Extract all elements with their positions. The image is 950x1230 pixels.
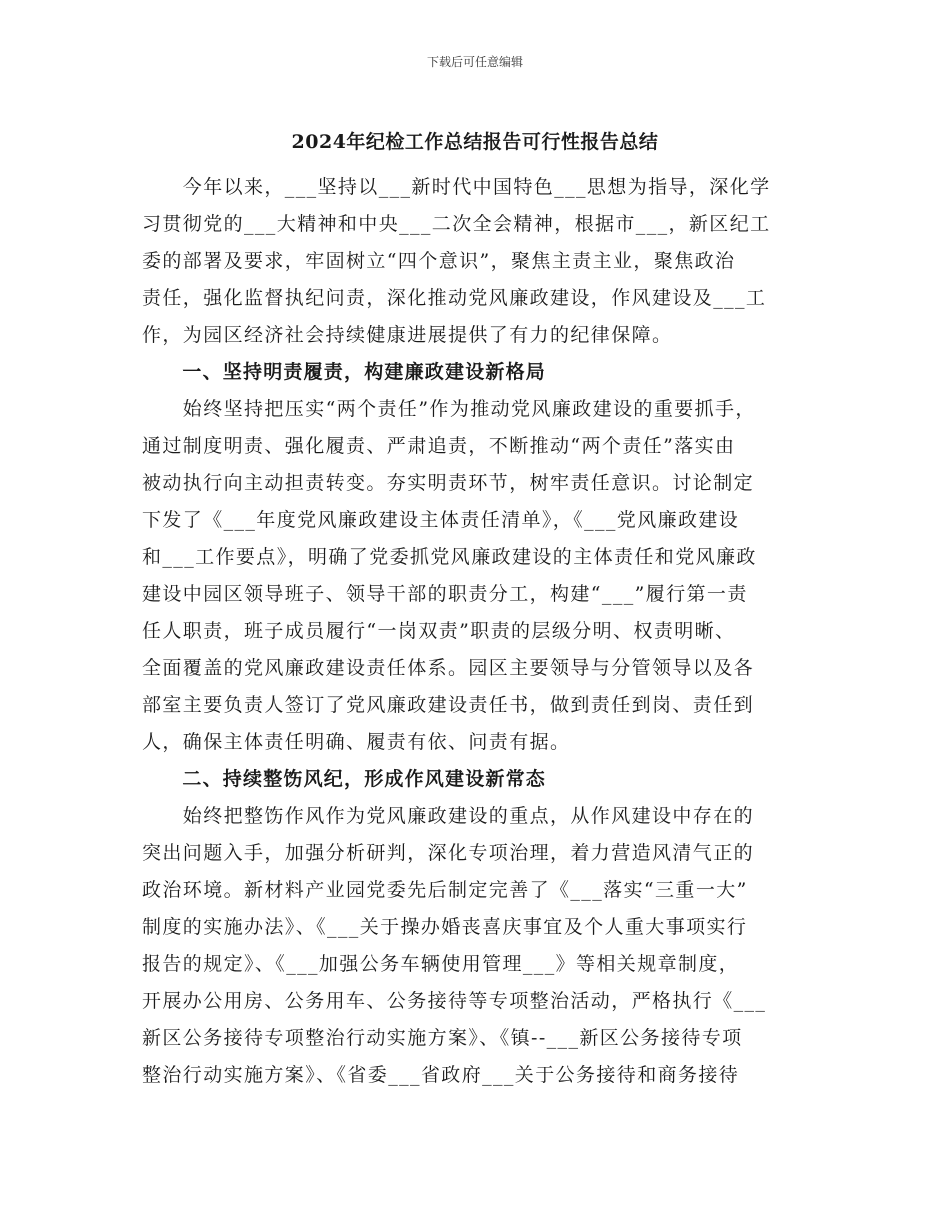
paragraph-line: 整治行动实施方案》、《省委___省政府___关于公务接待和商务接待 [142,1064,740,1086]
header-note: 下载后可任意编辑 [426,55,523,69]
paragraph-line: 被动执行向主动担责转变。夯实明责环节，树牢责任意识。讨论制定 [142,472,755,494]
paragraph-line: 任人职责，班子成员履行“一岗双责”职责的层级分明、权责明晰、 [142,620,736,642]
paragraph-line: 新区公务接待专项整治行动实施方案》、《镇--___新区公务接待专项 [142,1027,743,1049]
paragraph-line: 下发了《___年度党风廉政建设主体责任清单》，《___党风廉政建设 [142,509,740,531]
paragraph-line: 作，为园区经济社会持续健康进展提供了有力的纪律保障。 [142,324,673,346]
paragraph-line: 全面覆盖的党风廉政建设责任体系。园区主要领导与分管领导以及各 [142,657,755,679]
paragraph-line: 今年以来，___坚持以___新时代中国特色___思想为指导，深化学 [142,176,771,198]
paragraph-line: 始终把整饬作风作为党风廉政建设的重点，从作风建设中存在的 [142,805,755,827]
paragraph-line: 人，确保主体责任明确、履责有依、问责有据。 [142,731,571,753]
paragraph-line: 政治环境。新材料产业园党委先后制定完善了《___落实“三重一大” [142,879,748,901]
paragraph-line: 突出问题入手，加强分析研判，深化专项治理，着力营造风清气正的 [142,842,755,864]
document-body [142,172,810,1097]
paragraph-line: 报告的规定》、《___加强公务车辆使用管理___》等相关规章制度， [142,953,740,975]
paragraph-line: 委的部署及要求，牢固树立“四个意识”，聚焦主责主业，聚焦政治 [142,250,736,272]
paragraph-line: 开展办公用房、公务用车、公务接待等专项整治活动，严格执行《___ [142,990,767,1012]
paragraph-line: 责任，强化监督执纪问责，深化推动党风廉政建设，作风建设及___工 [142,287,767,309]
section-heading: 一、坚持明责履责，构建廉政建设新格局 [142,361,547,383]
paragraph-line: 习贯彻党的___大精神和中央___二次全会精神，根据市___，新区纪工 [142,213,771,235]
paragraph-line: 建设中园区领导班子、领导干部的职责分工，构建“___”履行第一责 [142,583,748,605]
paragraph-line: 部室主要负责人签订了党风廉政建设责任书，做到责任到岗、责任到 [142,694,755,716]
paragraph-line: 始终坚持把压实“两个责任”作为推动党风廉政建设的重要抓手， [142,398,756,420]
document-title: 2024年纪检工作总结报告可行性报告总结 [291,131,659,153]
paragraph-line: 通过制度明责、强化履责、严肃追责，不断推动“两个责任”落实由 [142,435,736,457]
section-heading: 二、持续整饬风纪，形成作风建设新常态 [142,768,547,790]
paragraph-line: 和___工作要点》，明确了党委抓党风廉政建设的主体责任和党风廉政 [142,546,757,568]
paragraph-line: 制度的实施办法》、《___关于操办婚丧喜庆事宜及个人重大事项实行 [142,916,748,938]
